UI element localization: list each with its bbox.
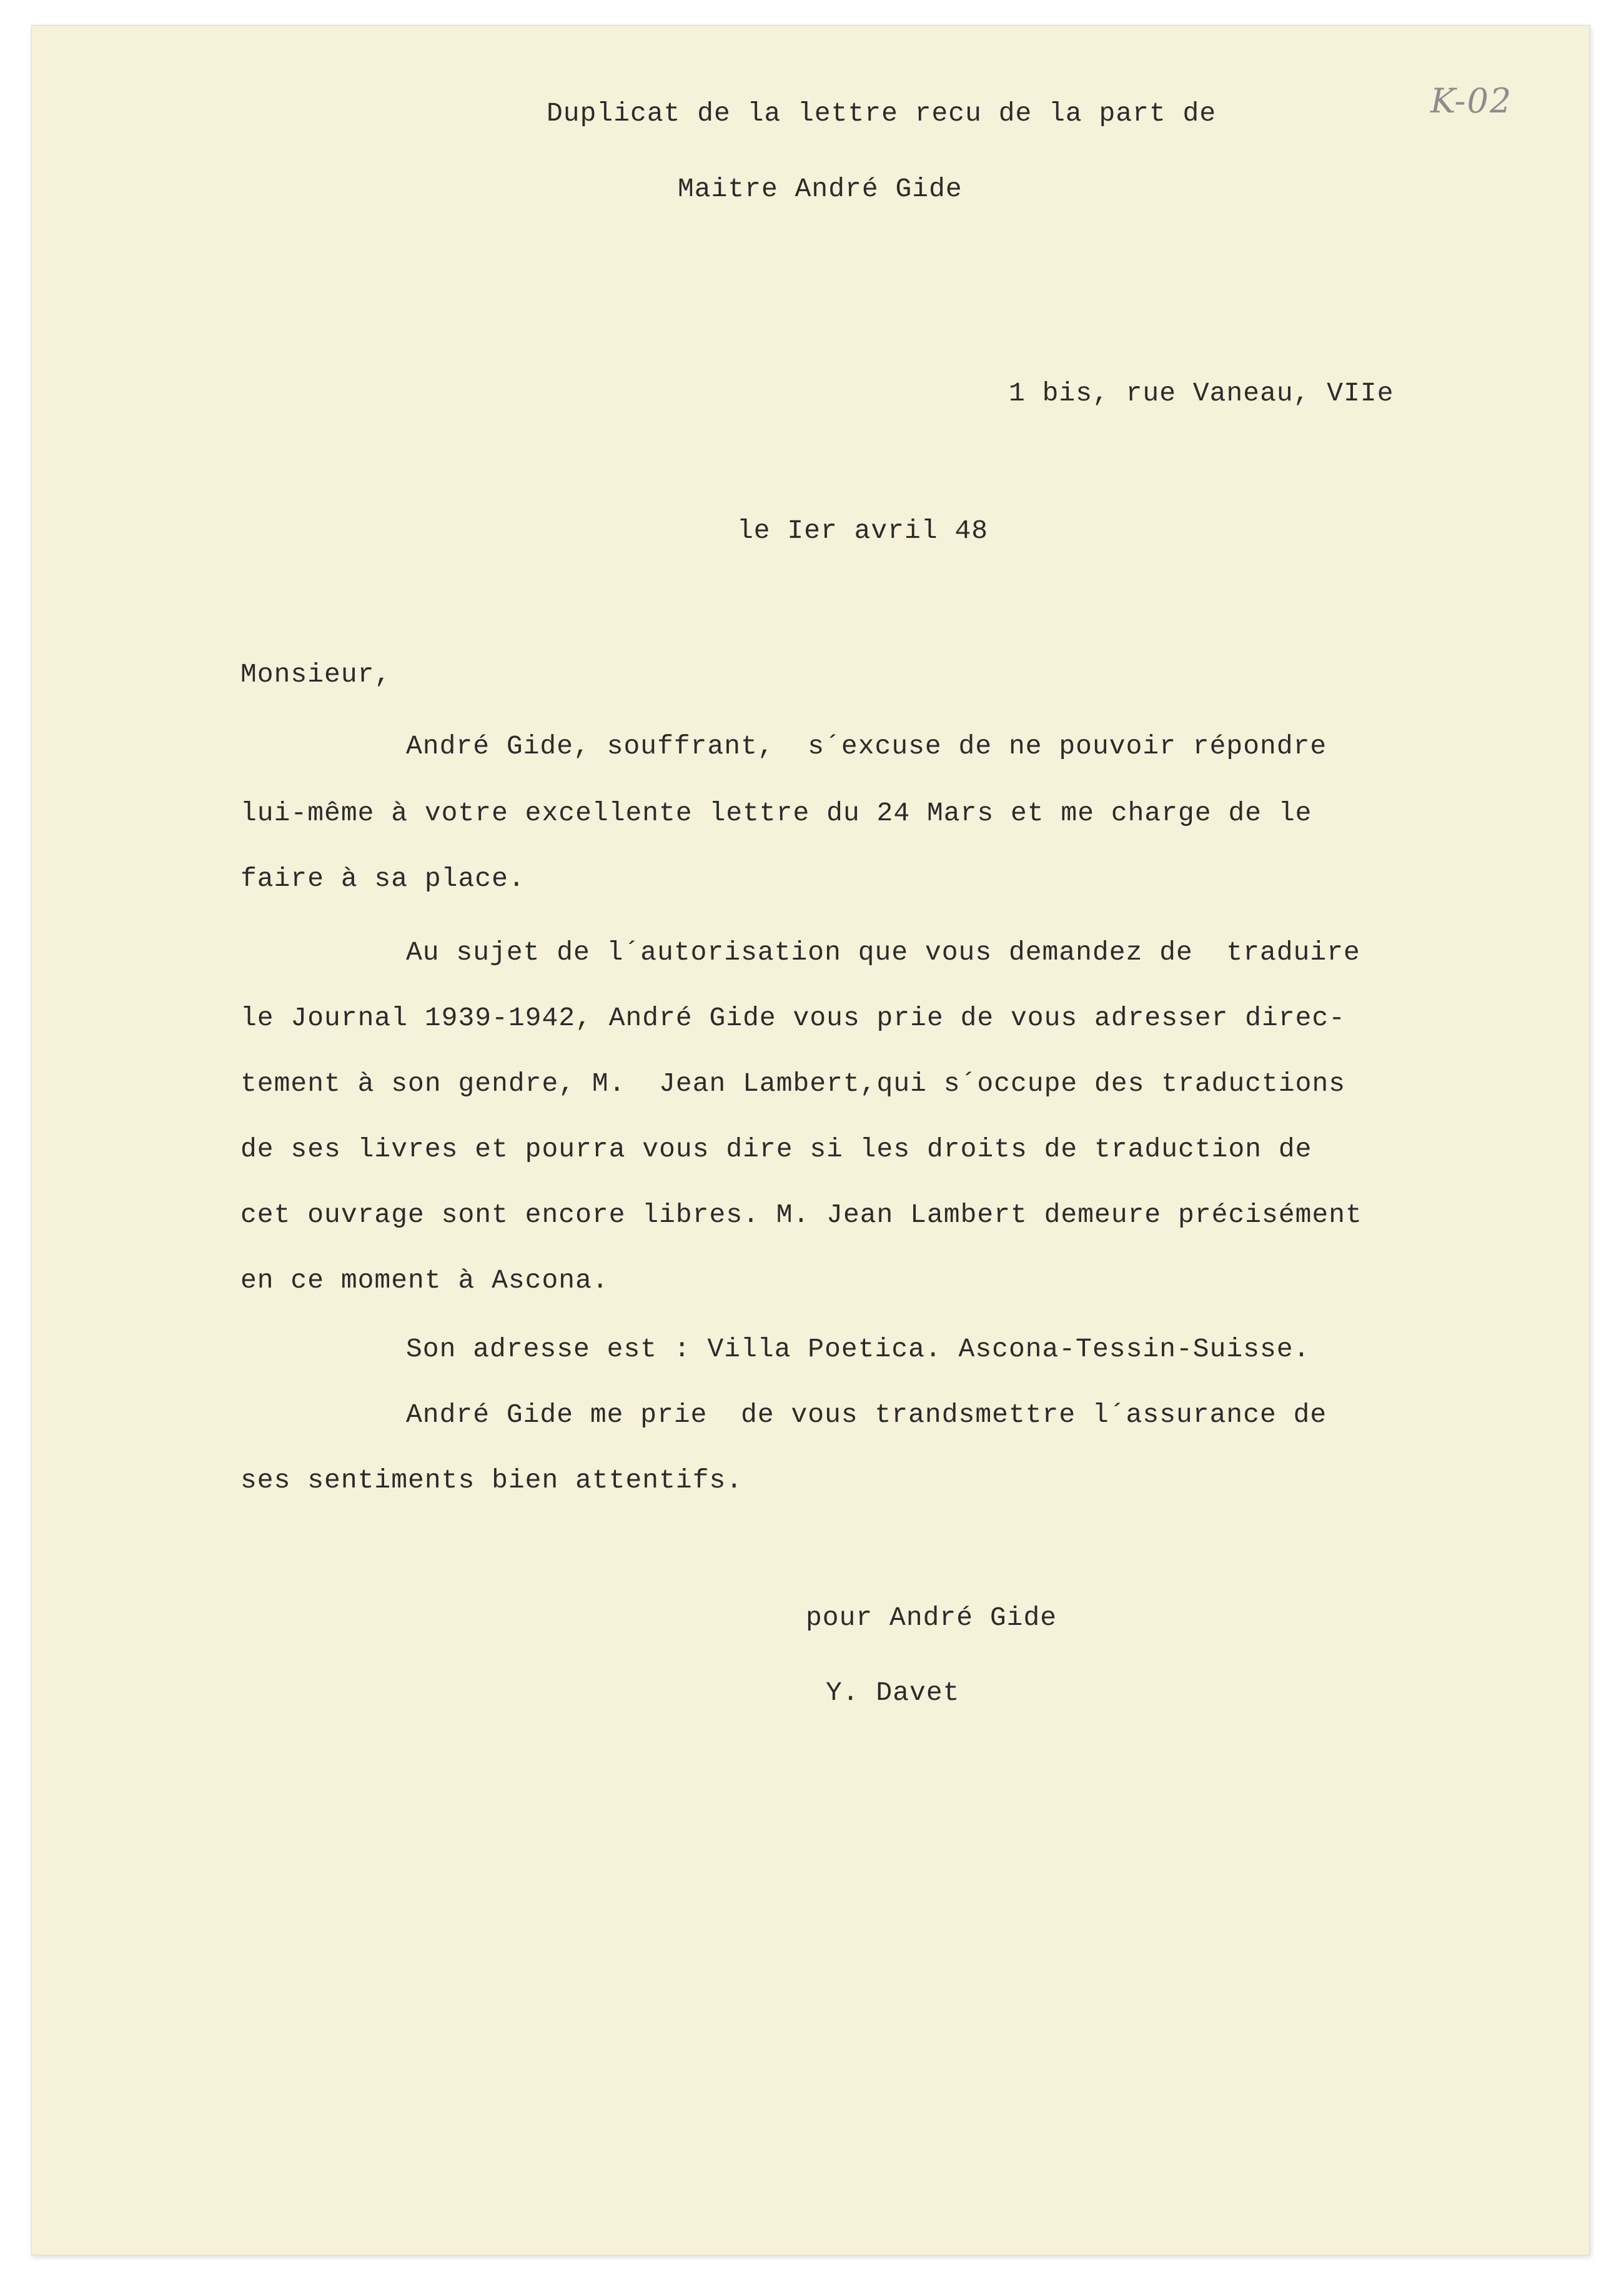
body-line: de ses livres et pourra vous dire si les droits de traduction de [240, 1134, 1312, 1164]
body-line: André Gide, souffrant, s´excuse de ne pouvoir répondre [406, 731, 1327, 762]
signature-name: Y. Davet [826, 1677, 960, 1708]
archive-reference-mark: K-02 [1430, 81, 1513, 121]
body-line: faire à sa place. [240, 863, 525, 894]
body-line: André Gide me prie de vous trandsmettre l´assurance de [406, 1399, 1327, 1430]
body-line: le Journal 1939-1942, André Gide vous prie de vous adresser direc- [240, 1003, 1346, 1033]
body-line: ses sentiments bien attentifs. [240, 1465, 743, 1496]
heading-line-1: Duplicat de la lettre recu de la part de [547, 98, 1217, 129]
body-line: Son adresse est : Villa Poetica. Ascona-Tessin-Suisse. [406, 1334, 1310, 1364]
letter-date: le Ier avril 48 [737, 515, 989, 546]
body-line: tement à son gendre, M. Jean Lambert,qui s´occupe des traductions [240, 1068, 1346, 1099]
body-line: cet ouvrage sont encore libres. M. Jean Lambert demeure précisément [240, 1199, 1362, 1230]
salutation: Monsieur, [240, 659, 392, 690]
body-line: Au sujet de l´autorisation que vous demandez de traduire [406, 937, 1360, 968]
heading-line-2: Maitre André Gide [678, 174, 963, 204]
body-line: lui-même à votre excellente lettre du 24 Mars et me charge de le [240, 798, 1312, 828]
sender-address: 1 bis, rue Vaneau, VIIe [1009, 378, 1394, 409]
letter-sheet [31, 25, 1590, 2255]
closing-line: pour André Gide [806, 1602, 1057, 1633]
body-line: en ce moment à Ascona. [240, 1265, 609, 1296]
